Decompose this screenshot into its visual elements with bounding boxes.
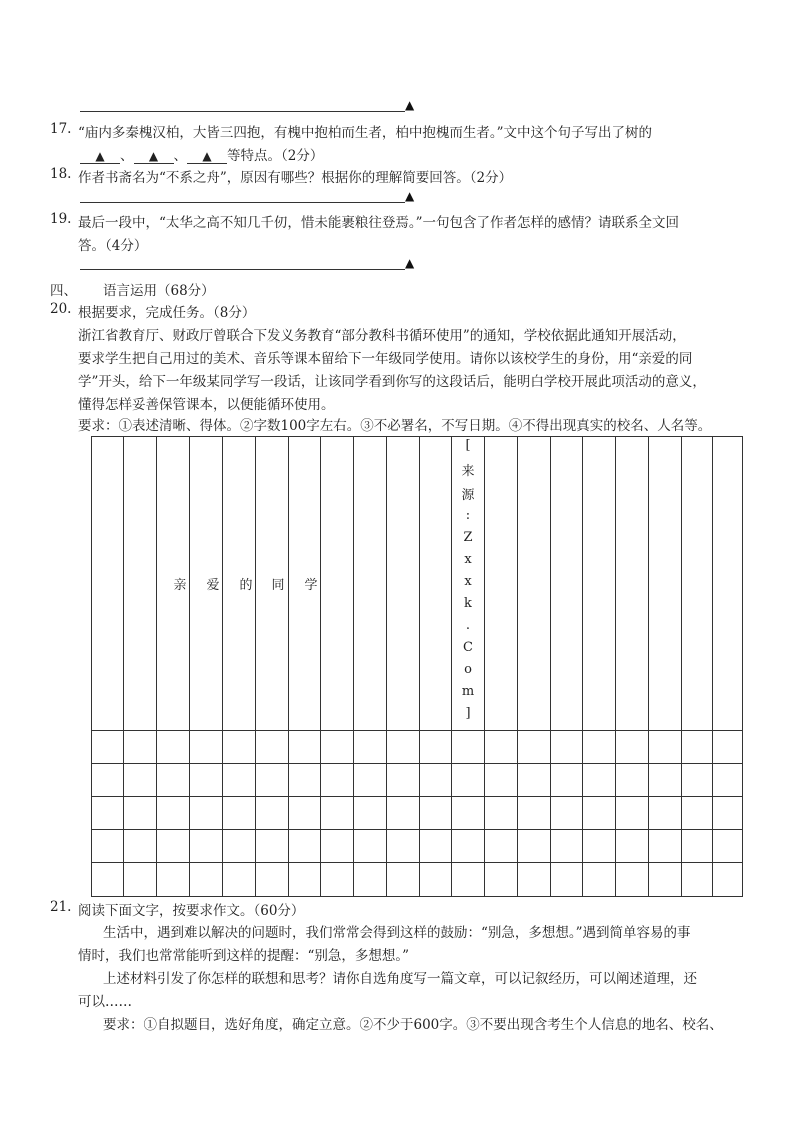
q21-number: 21. [50,899,72,915]
source-char: C [463,640,473,655]
q21-material-line1: 生活中，遇到难以解决的问题时，我们常常会得到这样的鼓励：“别急，多想想。”遇到简单容易的事 [103,925,691,941]
source-char: 源 [461,488,475,503]
q16-triangle-marker: ▲ [405,98,415,112]
source-char: x [464,552,472,567]
q18-text: 作者书斋名为“不系之舟”，原因有哪些？根据你的理解简要回答。（2分） [78,170,513,186]
grid-lines [91,436,743,897]
source-char: k [464,596,472,611]
q20-para-line2: 要求学生把自己用过的美术、音乐等课本留给下一年级同学使用。请你以该校学生的身份，用“亲爱的同 [78,351,693,367]
q20-para-line1: 浙江省教育厅、财政厅曾联合下发义务教育“部分教科书循环使用”的通知，学校依据此通知开展活动， [78,328,686,344]
q20-text: 根据要求，完成任务。（8分） [78,305,256,321]
q17-tail: 等特点。（2分） [227,148,324,164]
writing-grid[interactable] [91,436,743,898]
q18-answer-line[interactable] [80,202,405,203]
q19-triangle-marker: ▲ [405,256,415,270]
q17-separator-2: 、 [173,148,187,164]
q17-blank-3[interactable]: ▲ [187,149,227,164]
source-char: : [465,508,471,523]
source-char: . [465,618,471,633]
source-char: Z [463,530,473,545]
q20-para-line3: 学”开头，给下一年级某同学写一段话，让该同学看到你写的这段话后，能明白学校开展此项活动的意义， [78,374,706,390]
source-char: ] [465,706,471,721]
source-char: x [464,574,472,589]
q19-number: 19. [50,211,72,227]
section4-number: 四、 [50,283,77,299]
q17-blank-2[interactable]: ▲ [134,149,174,164]
q20-number: 20. [50,301,72,317]
source-char: o [464,662,472,677]
q17-number: 17. [50,121,72,137]
q18-number: 18. [50,166,72,182]
q19-answer-line[interactable] [80,269,405,270]
q21-prompt-line2: 可以…… [78,994,132,1010]
q17-separator-1: 、 [120,148,134,164]
grid-char-3: 的 [239,578,253,593]
q19-text-line1: 最后一段中，“太华之高不知几千仞，惜未能裹粮往登焉。”一句包含了作者怎样的感情？请联系全文回 [78,215,680,231]
grid-char-5: 学 [304,578,318,593]
q21-text: 阅读下面文字，按要求作文。（60分） [78,903,305,919]
grid-char-1: 亲 [173,578,187,593]
q21-material-line2: 情时，我们也常常能听到这样的提醒：“别急，多想想。” [78,948,410,964]
q18-triangle-marker: ▲ [405,189,415,203]
grid-char-4: 同 [271,578,285,593]
section4-title: 语言运用（68分） [103,283,215,299]
q17-blank-1[interactable]: ▲ [80,149,120,164]
q17-text: “庙内多秦槐汉柏，大皆三四抱，有槐中抱柏而生者，柏中抱槐而生者。”文中这个句子写出了树的 [78,125,653,141]
q21-requirements: 要求：①自拟题目，选好角度，确定立意。②不少于600字。③不要出现含考生个人信息的地名、校名、 [103,1017,723,1033]
q16-answer-line[interactable] [80,111,405,112]
q17-blanks-line [80,144,323,164]
q21-prompt-line1: 上述材料引发了你怎样的联想和思考？请你自选角度写一篇文章，可以记叙经历，可以阐述道理，还 [103,971,697,987]
source-char: m [461,684,475,699]
q20-requirements: 要求：①表述清晰、得体。②字数100字左右。③不必署名，不写日期。④不得出现真实的校名、人名等。 [78,418,712,434]
q20-para-line4: 懂得怎样妥善保管课本，以便能循环使用。 [78,397,335,413]
grid-char-2: 爱 [206,578,220,593]
source-char: [ [465,438,471,453]
q19-text-line2: 答。（4分） [78,238,148,254]
source-char: 来 [461,464,475,479]
